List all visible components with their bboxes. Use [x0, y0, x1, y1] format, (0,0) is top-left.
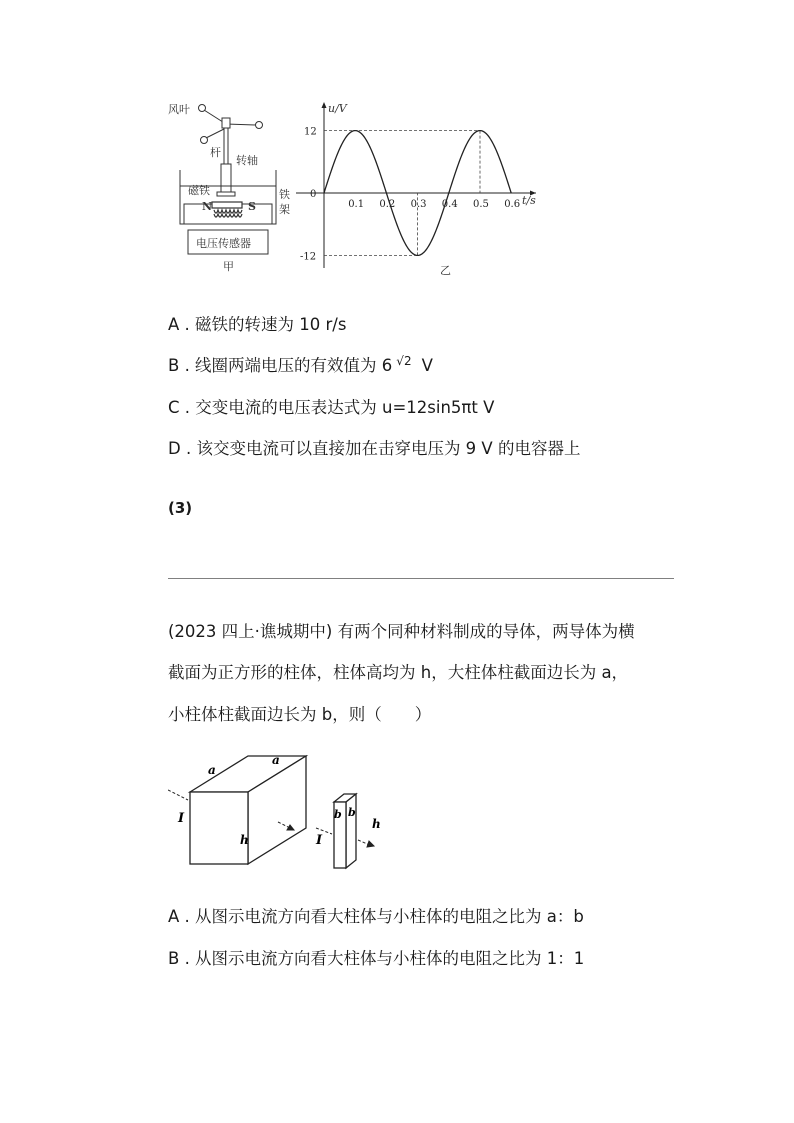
- magnet-s: S: [248, 200, 256, 213]
- y-axis-label: u/V: [328, 102, 347, 115]
- option-b-resistance-ratio[interactable]: B . 从图示电流方向看大柱体与小柱体的电阻之比为 1：1: [168, 949, 585, 968]
- sensor-label: 电压传感器: [196, 237, 251, 250]
- x-tick-label: 0.5: [473, 199, 489, 210]
- bar-edge-b-left: b: [334, 808, 342, 821]
- x-axis-label: t/s: [522, 194, 536, 207]
- y-axis-arrow: [322, 102, 327, 108]
- question2-line1: (2023 四上·谯城期中) 有两个同种材料制成的导体，两导体为横: [168, 622, 635, 641]
- conductors-figure: [168, 750, 386, 876]
- cube-current-label: I: [178, 811, 185, 826]
- chart-caption-yi: 乙: [440, 264, 451, 277]
- apparatus-figure: [168, 98, 293, 278]
- fan-label: 风叶: [168, 103, 190, 116]
- bar-edge-b-right: b: [348, 806, 356, 819]
- option-a-resistance-ratio[interactable]: A . 从图示电流方向看大柱体与小柱体的电阻之比为 a：b: [168, 907, 584, 926]
- y-tick-label: 0: [310, 189, 317, 200]
- magnet-n: N: [202, 200, 213, 213]
- option-a-rotation-speed[interactable]: A . 磁铁的转速为 10 r/s: [168, 315, 347, 334]
- rod-label: 杆: [210, 146, 221, 159]
- option-b-text: B . 线圈两端电压的有效值为 6: [168, 356, 393, 375]
- frame-label-1: 铁: [279, 188, 290, 201]
- bar-height-label: h: [372, 817, 381, 831]
- section-divider: [168, 578, 674, 579]
- x-tick-label: 0.3: [410, 199, 427, 210]
- question2-line2: 截面为正方形的柱体，柱体高均为 h，大柱体柱截面边长为 a，: [168, 663, 629, 682]
- y-tick-label: 12: [304, 126, 317, 138]
- voltage-chart: [296, 98, 546, 280]
- bar-current-label: I: [316, 833, 323, 848]
- question-number: (3): [168, 499, 193, 517]
- cube-edge-a-left: a: [208, 763, 216, 777]
- magnet-label: 磁铁: [188, 184, 210, 197]
- option-c-voltage-expression[interactable]: C . 交变电流的电压表达式为 u=12sin5πt V: [168, 398, 495, 417]
- x-tick-label: 0.1: [348, 199, 365, 210]
- frame-label-2: 架: [279, 203, 290, 216]
- sqrt-two: √2: [396, 354, 412, 368]
- x-tick-label: 0.6: [504, 199, 521, 210]
- fan-blades: [199, 105, 263, 144]
- cube-edge-a-right: a: [272, 753, 280, 767]
- y-tick-label: -12: [300, 251, 317, 263]
- axis-label: 转轴: [236, 154, 258, 167]
- option-b-effective-voltage[interactable]: [168, 354, 433, 379]
- question2-line3: 小柱体柱截面边长为 b，则（ ）: [168, 705, 432, 724]
- option-b-unit: V: [421, 356, 433, 375]
- x-tick-label: 0.2: [379, 199, 396, 210]
- figure-caption-jia: 甲: [223, 260, 234, 273]
- option-d-capacitor[interactable]: D . 该交变电流可以直接加在击穿电压为 9 V 的电容器上: [168, 439, 581, 458]
- x-tick-label: 0.4: [441, 199, 458, 210]
- cube-height-label: h: [240, 833, 249, 847]
